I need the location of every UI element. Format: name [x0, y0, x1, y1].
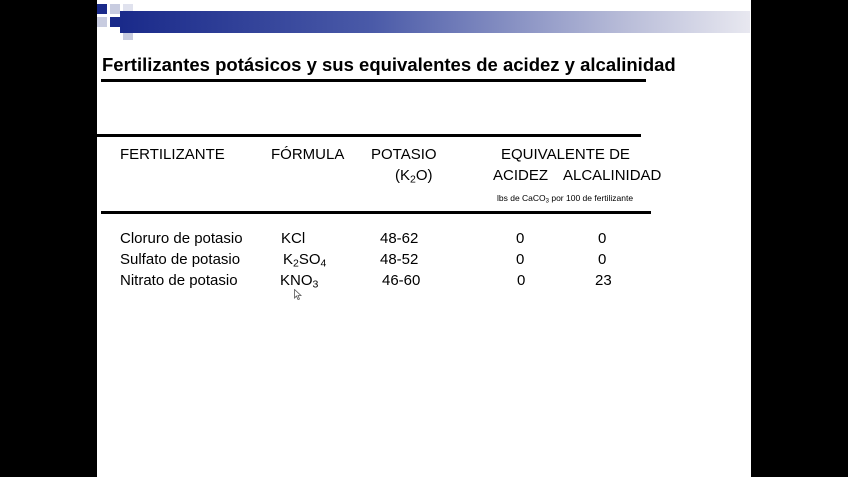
row-formula: $K_2SO_4$ [283, 251, 327, 270]
header-fertilizante: FERTILIZANTE [120, 146, 225, 163]
header-equivalente: EQUIVALENTE DE [501, 146, 630, 163]
header-note: lbs de CaCO$_3$ por 100 de fertilizante [497, 193, 634, 205]
row-name: Sulfato de potasio [120, 251, 241, 268]
mouse-cursor-icon [294, 289, 302, 300]
row-potasio: 46-60 [382, 272, 421, 289]
header-alcalinidad: ALCALINIDAD [563, 167, 662, 184]
row-alcalinidad: 0 [598, 251, 607, 268]
table-header-rule [101, 211, 651, 214]
row-name: Nitrato de potasio [120, 272, 238, 289]
row-alcalinidad: 23 [595, 272, 612, 289]
row-acidez: 0 [516, 230, 525, 247]
page-title: Fertilizantes potásicos y sus equivalentes de acidez y alcalinidad [102, 54, 676, 75]
header-formula: FÓRMULA [271, 146, 345, 163]
row-name: Cloruro de potasio [120, 230, 243, 247]
header-potasio: POTASIO [371, 146, 437, 163]
row-potasio: 48-52 [380, 251, 419, 268]
title-underline [101, 79, 646, 82]
header-bar [120, 11, 750, 33]
header-acidez: ACIDEZ [493, 167, 549, 184]
row-alcalinidad: 0 [598, 230, 607, 247]
row-formula: $KNO_3$ [280, 272, 319, 291]
row-formula: KCl [281, 230, 306, 247]
table-top-rule [96, 134, 641, 137]
row-acidez: 0 [516, 251, 525, 268]
row-acidez: 0 [517, 272, 526, 289]
row-potasio: 48-62 [380, 230, 419, 247]
header-potasio-unit: $(K_2O)$ [395, 167, 433, 186]
